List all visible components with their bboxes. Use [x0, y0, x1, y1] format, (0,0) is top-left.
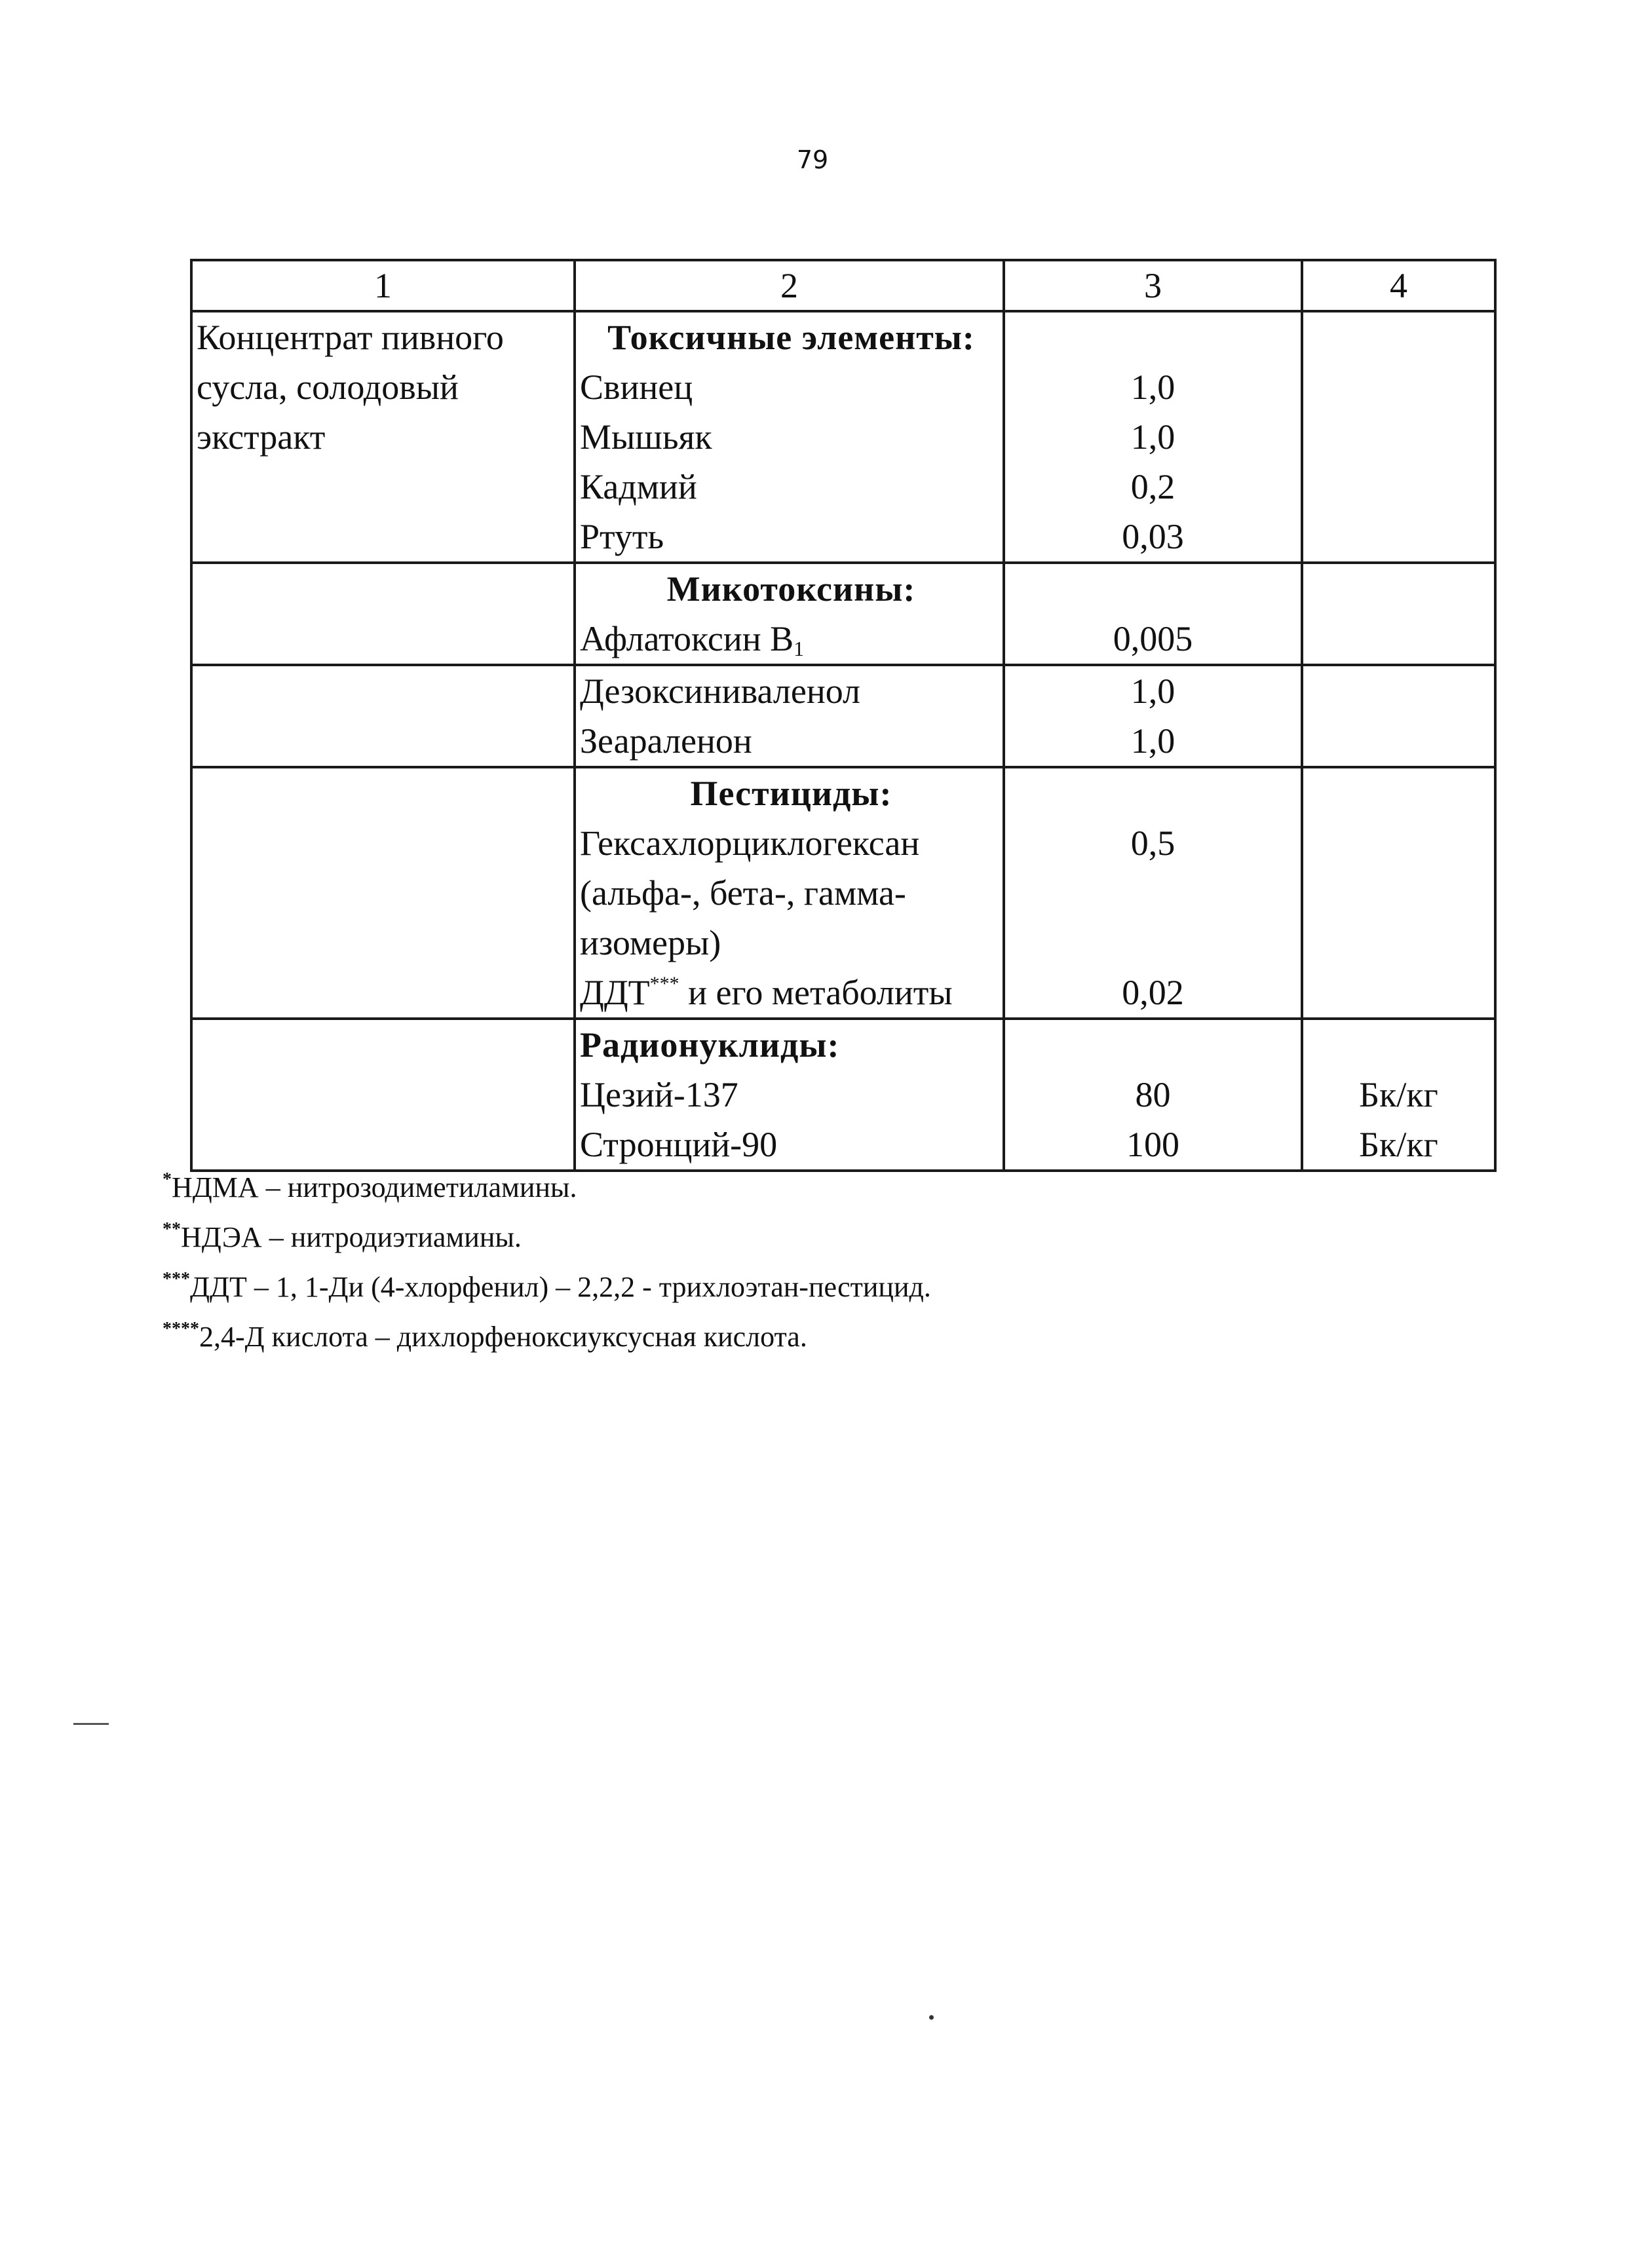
- unit-label: [1303, 666, 1494, 716]
- product-cell: [191, 767, 575, 1019]
- page-number: 79: [796, 145, 829, 174]
- product-name-line: Концентрат пивного: [197, 318, 504, 357]
- unit-label: [1303, 818, 1494, 868]
- value-spacer: [1005, 564, 1301, 614]
- indicator-name-line: [580, 1120, 1003, 1169]
- indicator-name: Кадмий: [580, 467, 697, 506]
- indicator-name: Зеараленон: [580, 721, 752, 761]
- footnote-reference: ***: [649, 973, 679, 994]
- indicator-cell: [575, 563, 1004, 665]
- table-header-row: [191, 260, 1495, 311]
- column-header-4: 4: [1302, 260, 1495, 311]
- indicator-name: изомеры): [580, 923, 721, 962]
- unit-cell: [1302, 665, 1495, 767]
- footnotes: [162, 1163, 1407, 1362]
- unit-cell: [1302, 563, 1495, 665]
- margin-dash: [73, 1723, 109, 1725]
- footnote-marker: ****: [162, 1319, 199, 1339]
- value-cell: [1004, 1019, 1302, 1171]
- indicator-name: Мышьяк: [580, 417, 712, 457]
- unit-label: [1303, 412, 1494, 462]
- unit-spacer: [1303, 312, 1494, 362]
- indicator-name-line: [580, 462, 1003, 512]
- unit-cell: [1302, 1019, 1495, 1171]
- max-level-value: 0,03: [1122, 517, 1184, 556]
- max-level-value: [1005, 868, 1301, 918]
- footnote-line: [162, 1312, 1407, 1362]
- group-heading: Радионуклиды:: [580, 1025, 840, 1065]
- max-level-value: 1,0: [1130, 417, 1176, 457]
- unit-label: [1303, 918, 1494, 968]
- footnote-line: [162, 1262, 1407, 1312]
- unit-label: [1303, 716, 1494, 766]
- unit-spacer: [1303, 1020, 1494, 1070]
- max-level-value: 0,005: [1113, 619, 1193, 658]
- table-row: [191, 767, 1495, 1019]
- value-cell: [1004, 767, 1302, 1019]
- footnote-marker: *: [162, 1169, 172, 1190]
- footnote-line: [162, 1163, 1407, 1213]
- footnote-line: [162, 1213, 1407, 1262]
- unit-label: Бк/кг: [1359, 1075, 1438, 1114]
- indicator-name-line: [580, 818, 1003, 868]
- indicator-name-line: [580, 362, 1003, 412]
- table-row: [191, 665, 1495, 767]
- norms-table: [190, 259, 1497, 1172]
- unit-label: [1303, 868, 1494, 918]
- indicator-name-line: [580, 968, 1003, 1017]
- column-header-3: 3: [1004, 260, 1302, 311]
- group-heading: Микотоксины:: [666, 569, 916, 609]
- indicator-name-line: [580, 614, 1003, 664]
- product-cell: [191, 311, 575, 563]
- indicator-cell: [575, 767, 1004, 1019]
- indicator-name-line: [580, 918, 1003, 968]
- table-row: [191, 563, 1495, 665]
- product-cell: [191, 563, 575, 665]
- value-spacer: [1005, 312, 1301, 362]
- indicator-name-line: [580, 412, 1003, 462]
- indicator-name-line: [580, 716, 1003, 766]
- footnote-marker: **: [162, 1219, 181, 1239]
- indicator-name: (альфа-, бета-, гамма-: [580, 873, 906, 913]
- norms-table-body: [191, 260, 1495, 1171]
- indicator-cell: [575, 1019, 1004, 1171]
- unit-cell: [1302, 311, 1495, 563]
- unit-label: [1303, 362, 1494, 412]
- group-heading: Пестициды:: [690, 774, 892, 813]
- unit-label: Бк/кг: [1359, 1125, 1438, 1164]
- table-row: [191, 311, 1495, 563]
- footnote-text: НДМА – нитрозодиметиламины.: [172, 1171, 577, 1203]
- value-cell: [1004, 563, 1302, 665]
- indicator-cell: [575, 311, 1004, 563]
- product-name-line: экстракт: [197, 417, 326, 457]
- max-level-value: 1,0: [1130, 671, 1176, 711]
- column-header-2: 2: [575, 260, 1004, 311]
- table-row: [191, 1019, 1495, 1171]
- indicator-name: Афлатоксин B: [580, 619, 794, 658]
- max-level-value: 1,0: [1130, 721, 1176, 761]
- footnote-marker: ***: [162, 1269, 190, 1289]
- stray-dot: [929, 2015, 934, 2020]
- value-cell: [1004, 311, 1302, 563]
- max-level-value: 0,02: [1122, 973, 1184, 1012]
- max-level-value: 80: [1135, 1075, 1171, 1114]
- footnote-text: НДЭА – нитродиэтиамины.: [181, 1221, 522, 1253]
- indicator-name: Свинец: [580, 368, 693, 407]
- indicator-name-suffix: и его метаболиты: [679, 973, 953, 1012]
- unit-cell: [1302, 767, 1495, 1019]
- indicator-name-line: [580, 512, 1003, 561]
- indicator-subscript: 1: [793, 637, 805, 660]
- value-spacer: [1005, 1020, 1301, 1070]
- value-spacer: [1005, 768, 1301, 818]
- product-name-line: сусла, солодовый: [197, 368, 459, 407]
- value-cell: [1004, 665, 1302, 767]
- unit-spacer: [1303, 564, 1494, 614]
- unit-label: [1303, 614, 1494, 664]
- indicator-name-line: [580, 868, 1003, 918]
- group-heading: Токсичные элементы:: [607, 318, 975, 357]
- product-cell: [191, 665, 575, 767]
- max-level-value: 100: [1126, 1125, 1179, 1164]
- column-header-1: 1: [191, 260, 575, 311]
- max-level-value: 1,0: [1130, 368, 1176, 407]
- unit-spacer: [1303, 768, 1494, 818]
- max-level-value: 0,5: [1130, 823, 1176, 863]
- footnote-text: ДДТ – 1, 1-Ди (4-хлорфенил) – 2,2,2 - трихлоэтан-пестицид.: [190, 1271, 931, 1303]
- indicator-name: Дезоксиниваленол: [580, 671, 860, 711]
- indicator-name: Цезий-137: [580, 1075, 738, 1114]
- indicator-name-line: [580, 666, 1003, 716]
- indicator-name: ДДТ: [580, 973, 650, 1012]
- max-level-value: [1005, 918, 1301, 968]
- footnote-text: 2,4-Д кислота – дихлорфеноксиуксусная кислота.: [199, 1321, 807, 1353]
- indicator-name: Ртуть: [580, 517, 664, 556]
- indicator-name: Стронций-90: [580, 1125, 778, 1164]
- product-cell: [191, 1019, 575, 1171]
- indicator-name-line: [580, 1070, 1003, 1120]
- unit-label: [1303, 512, 1494, 561]
- max-level-value: 0,2: [1130, 467, 1176, 506]
- unit-label: [1303, 462, 1494, 512]
- unit-label: [1303, 968, 1494, 1017]
- indicator-cell: [575, 665, 1004, 767]
- indicator-name: Гексахлорциклогексан: [580, 823, 920, 863]
